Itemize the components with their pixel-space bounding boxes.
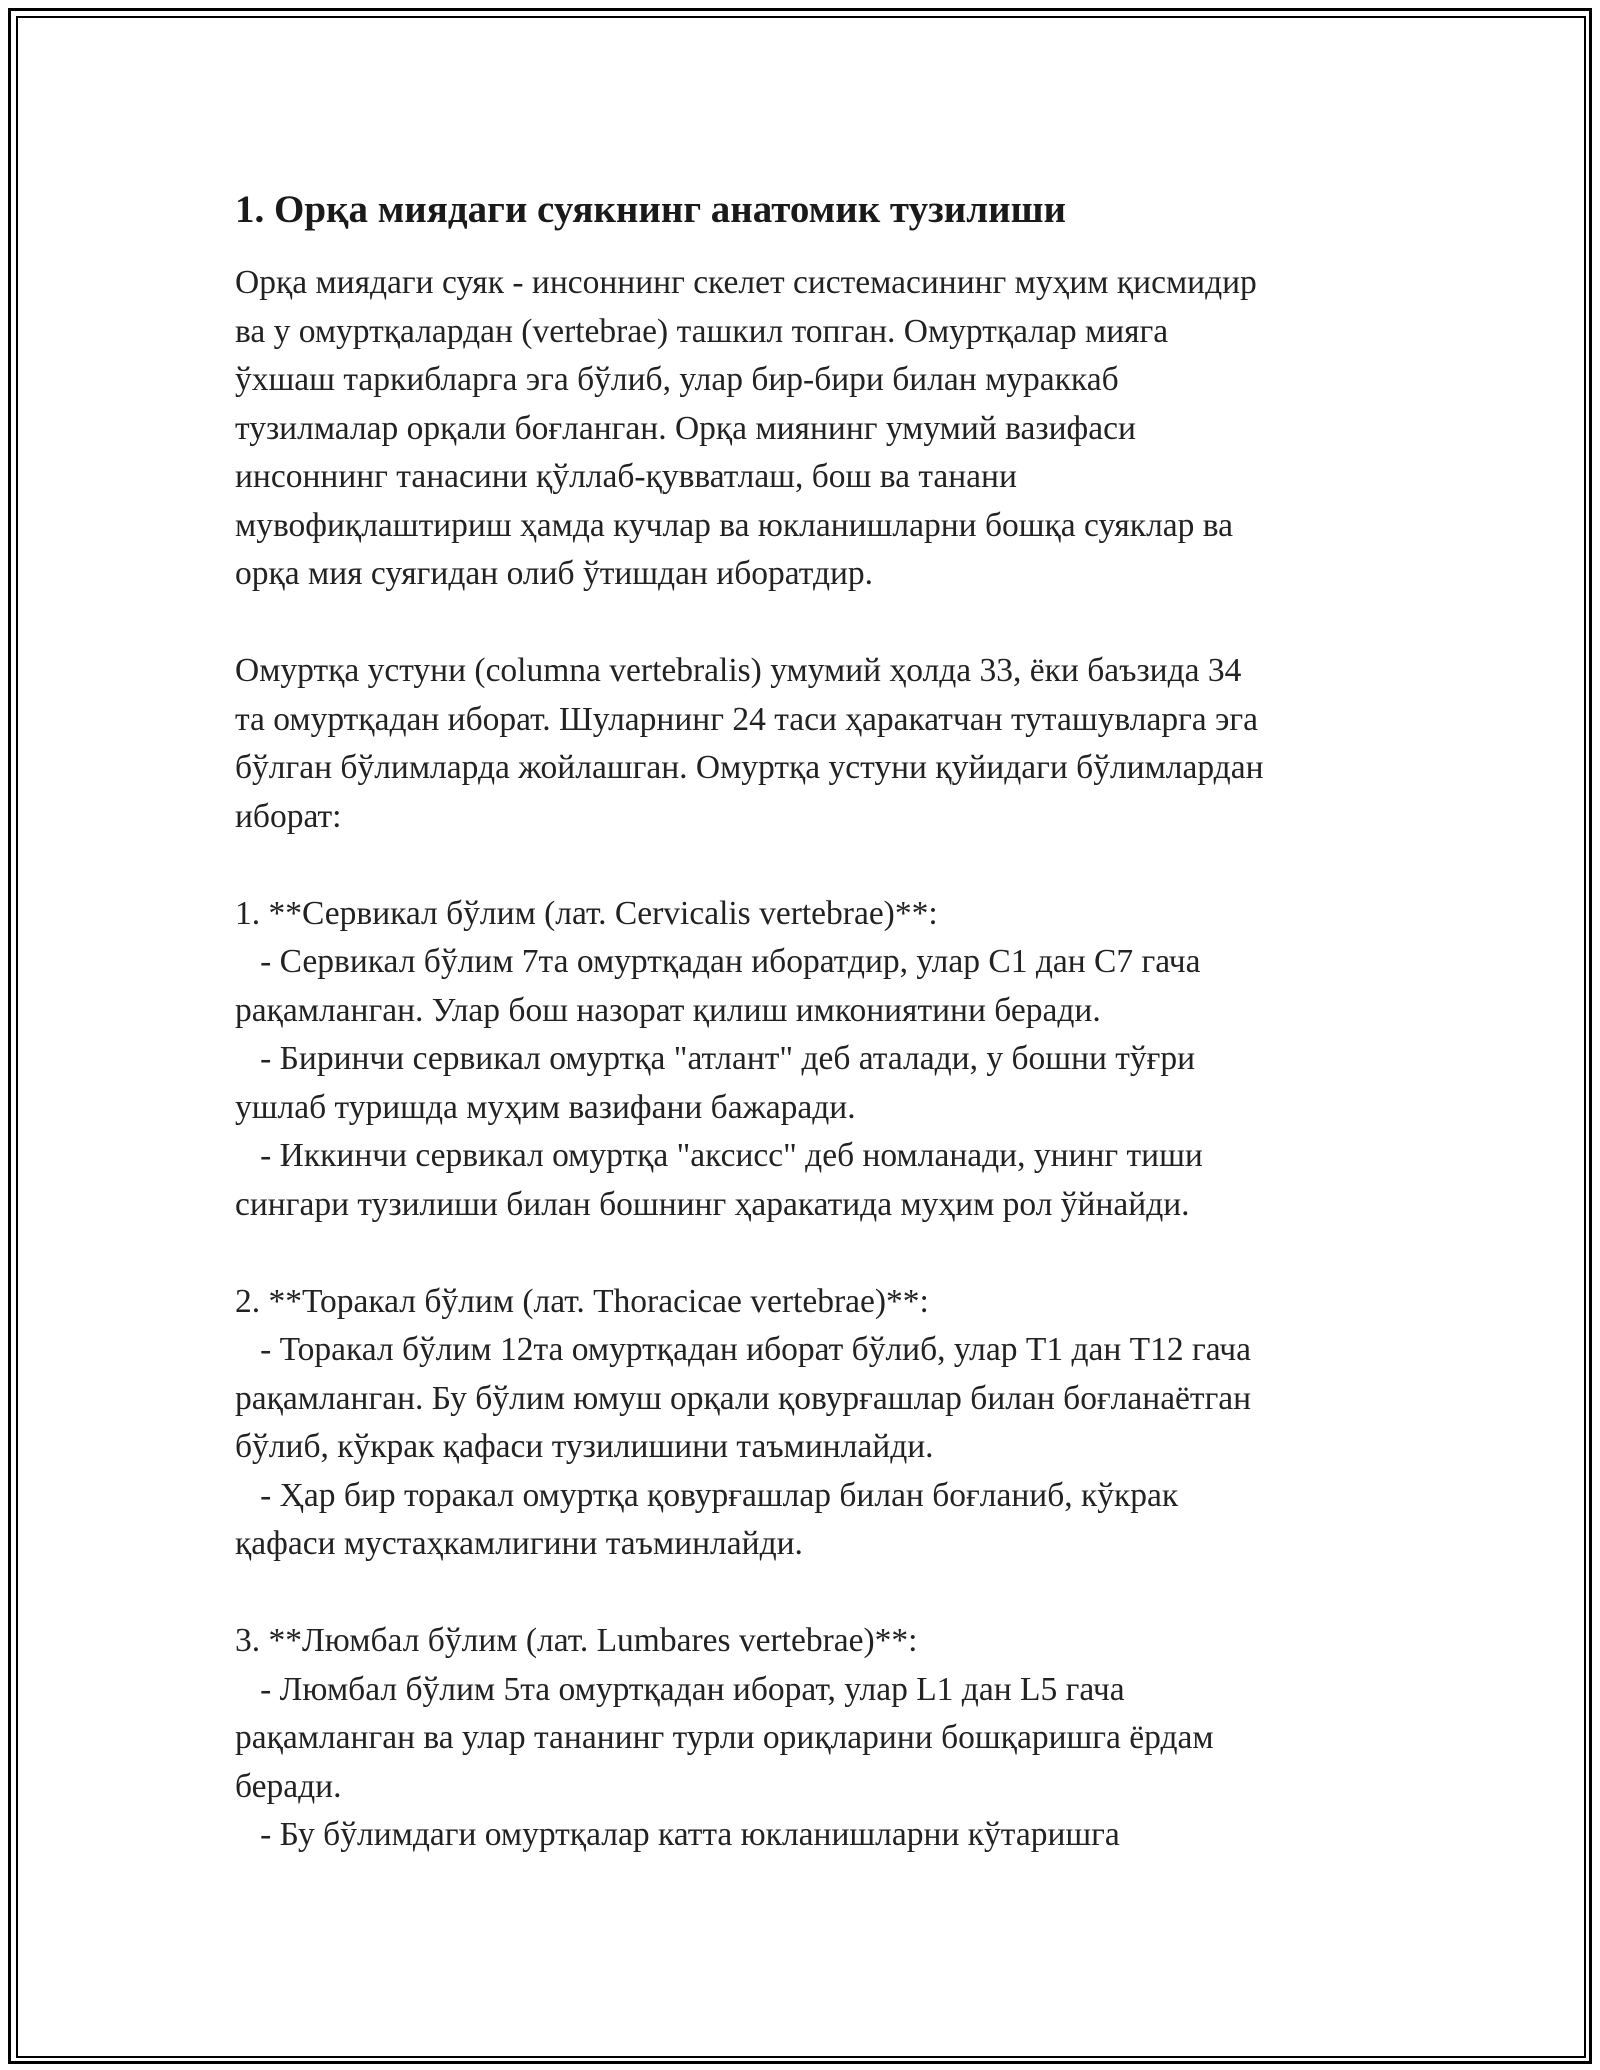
text-line: орқа мия суягидан олиб ўтишдан иборатдир. [235, 555, 874, 592]
paragraph-gap [235, 599, 1385, 648]
text-line: - Сервикал бўлим 7та омуртқадан иборатдир, улар C1 дан C7 гача [235, 943, 1201, 980]
paragraph-gap [235, 1229, 1385, 1278]
section-heading: 1. Орқа миядаги суякнинг анатомик тузилиши [235, 188, 1066, 231]
text-line: рақамланган ва улар тананинг турли ориқларини бошқаришга ёрдам [235, 1719, 1214, 1756]
paragraph-gap [235, 1569, 1385, 1618]
text-line: қафаси мустаҳкамлигини таъминлайди. [235, 1525, 803, 1562]
text-line: Омуртқа устуни (columna vertebralis) умумий ҳолда 33, ёки баъзида 34 [235, 652, 1242, 689]
text-line: - Люмбал бўлим 5та омуртқадан иборат, улар L1 дан L5 гача [235, 1670, 1125, 1708]
text-line: - Ҳар бир торакал омуртқа қовурғашлар билан боғланиб, кўкрак [235, 1476, 1179, 1514]
text-line: та омуртқадан иборат. Шуларнинг 24 таси ҳаракатчан туташувларга эга [235, 700, 1259, 738]
text-line: - Иккинчи сервикал омуртқа "аксисс" деб номланади, унинг тиши [235, 1137, 1203, 1174]
text-line: 3. **Люмбал бўлим (лат. Lumbares vertebrae)**: [235, 1622, 918, 1659]
text-line: ва у омуртқалардан (vertebrae) ташкил топган. Омуртқалар мияга [235, 312, 1169, 350]
text-line: Орқа миядаги суяк - инсоннинг скелет системасининг муҳим қисмидир [235, 264, 1257, 301]
text-line: сингари тузилиши билан бошнинг ҳаракатида муҳим рол ўйнайди. [235, 1185, 1190, 1223]
paragraph-gap [235, 841, 1385, 890]
text-line: тузилмалар орқали боғланган. Орқа миянинг умумий вазифаси [235, 409, 1136, 447]
text-line: - Биринчи сервикал омуртқа "атлант" деб аталади, у бошни тўғри [235, 1040, 1196, 1077]
text-line: - Бу бўлимдаги омуртқалар катта юкланишларни кўтаришга [235, 1816, 1120, 1853]
text-line: 1. **Сервикал бўлим (лат. Cervicalis vertebrae)**: [235, 894, 938, 932]
text-line: мувофиқлаштириш ҳамда кучлар ва юкланишларни бошқа суяклар ва [235, 506, 1234, 544]
text-line: бўлган бўлимларда жойлашган. Омуртқа устуни қуйидаги бўлимлардан [235, 749, 1264, 786]
text-line: - Торакал бўлим 12та омуртқадан иборат бўлиб, улар T1 дан T12 гача [235, 1331, 1252, 1368]
text-line: 2. **Торакал бўлим (лат. Thoracicae vertebrae)**: [235, 1282, 929, 1320]
text-line: рақамланган. Бу бўлим юмуш орқали қовурғашлар билан боғланаётган [235, 1379, 1252, 1417]
text-line: ушлаб туришда муҳим вазифани бажаради. [235, 1088, 856, 1126]
text-line: ўхшаш таркибларга эга бўлиб, улар бир-бири билан мураккаб [235, 361, 1119, 398]
text-line: иборат: [235, 797, 342, 835]
text-line: бўлиб, кўкрак қафаси тузилишини таъминлайди. [235, 1428, 934, 1465]
text-line: инсоннинг танасини қўллаб-қувватлаш, бош ва танани [235, 458, 1017, 495]
text-line: рақамланган. Улар бош назорат қилиш имкониятини беради. [235, 991, 1101, 1029]
document-page [235, 185, 1385, 1860]
text-line: беради. [235, 1767, 342, 1805]
document-body [235, 259, 1385, 1860]
